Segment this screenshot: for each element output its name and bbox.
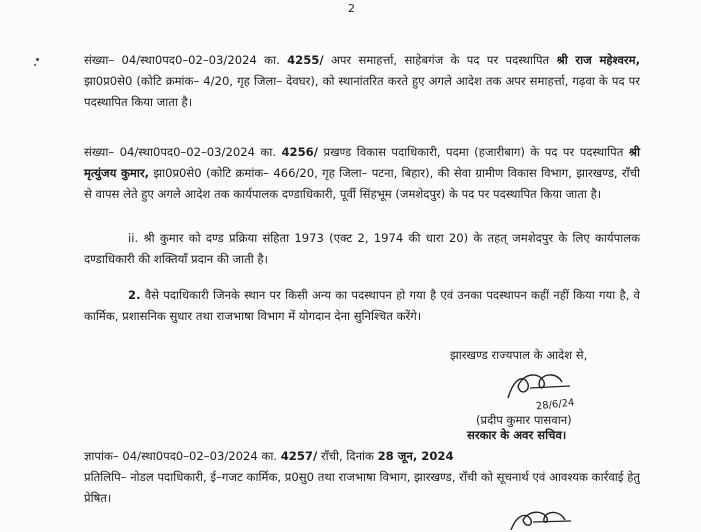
governor-order-line: झारखण्ड राज्यपाल के आदेश से, [450,348,588,362]
endorsement-block [84,446,644,509]
endorsement-date: 28 जून, 2024 [377,449,454,463]
order-number: 4256/ [281,145,318,159]
powers-paragraph: ii. श्री कुमार को दण्ड प्रक्रिया संहिता 1973 (एक्ट 2, 1974 की धारा 20) के तहत् जमशेदपुर के लिए कार्यपालक दण्डाधिकारी की शक्तियाँ प्रदान की जाती है। [84,231,640,266]
endorsement-number: 4257/ [280,449,318,463]
signature-image-2 [505,510,585,532]
page-number: 2 [348,2,355,15]
para-number: 2. [128,288,141,302]
signature-image [500,368,590,414]
margin-mark [34,64,36,66]
officer-name: श्री मृत्युंजय कुमार, [84,145,641,180]
order-paragraph-2: संख्या– 04/स्था0पद0–02–03/2024 का. 4256/ प्रखण्ड विकास पदाधिकारी, पदमा (हजारीबाग) के पद पर पदस्थापित श्री मृत्युंजय कुमार, झा0प्र0से0 (कोटि क्रमांक– 466/20, गृह जिला– पटना, बिहार), की सेवा ग्रामीण विकास विभाग, झारखण्ड, राँची से वापस लेते हुए अगले आदेश तक कार्यपालक दण्डाधिकारी, पूर्वी सिंहभूम (जमशेदपुर) के पद पर पदस्थापित किया जाता है। [84,145,641,201]
officer-name: श्री राज महेश्वरम, [556,53,640,67]
order-number: 4255/ [287,53,324,67]
signatory-name: (प्रदीप कुमार पासवान) [476,413,572,427]
endorsement-ref: ज्ञापांक– 04/स्था0पद0–02–03/2024 का. [84,449,278,463]
instruction-paragraph: 2. वैसे पदाधिकारी जिनके स्थान पर किसी अन्य का पदस्थापन हो गया है एवं उनका पदस्थापन कहीं नहीं किया गया है, वे कार्मिक, प्रशासनिक सुधार तथा राजभाषा विभाग में योगदान देना सुनिश्चित करेंगे। [84,288,640,323]
endorsement-ref-line: ज्ञापांक– 04/स्था0पद0–02–03/2024 का. 4257/ राँची, दिनांक 28 जून, 2024 [84,449,454,463]
signature-date: 28/6/24 [535,397,575,413]
signatory-designation: सरकार के अवर सचिव। [467,428,567,442]
order-ref: संख्या– 04/स्था0पद0–02–03/2024 का. [84,53,280,67]
copy-to-text: प्रतिलिपि– नोडल पदाधिकारी, ई–गजट कार्मिक, प्र0सु0 तथा राजभाषा विभाग, झारखण्ड, राँची को सूचनार्थ एवं आवश्यक कार्रवाई हेतु प्रेषित। [84,470,640,505]
order-ref: संख्या– 04/स्था0पद0–02–03/2024 का. [84,145,277,159]
order-paragraph-1: संख्या– 04/स्था0पद0–02–03/2024 का. 4255/ अपर समाहर्त्ता, साहेबगंज के पद पर पदस्थापित श्री राज महेश्वरम, झा0प्र0से0 (कोटि क्रमांक– 4/20, गृह जिला– देवघर), को स्थानांतरित करते हुए अगले आदेश तक अपर समाहर्त्ता, गढ़वा के पद पर पदस्थापित किया जाता है। [84,53,640,109]
margin-mark [36,58,39,61]
